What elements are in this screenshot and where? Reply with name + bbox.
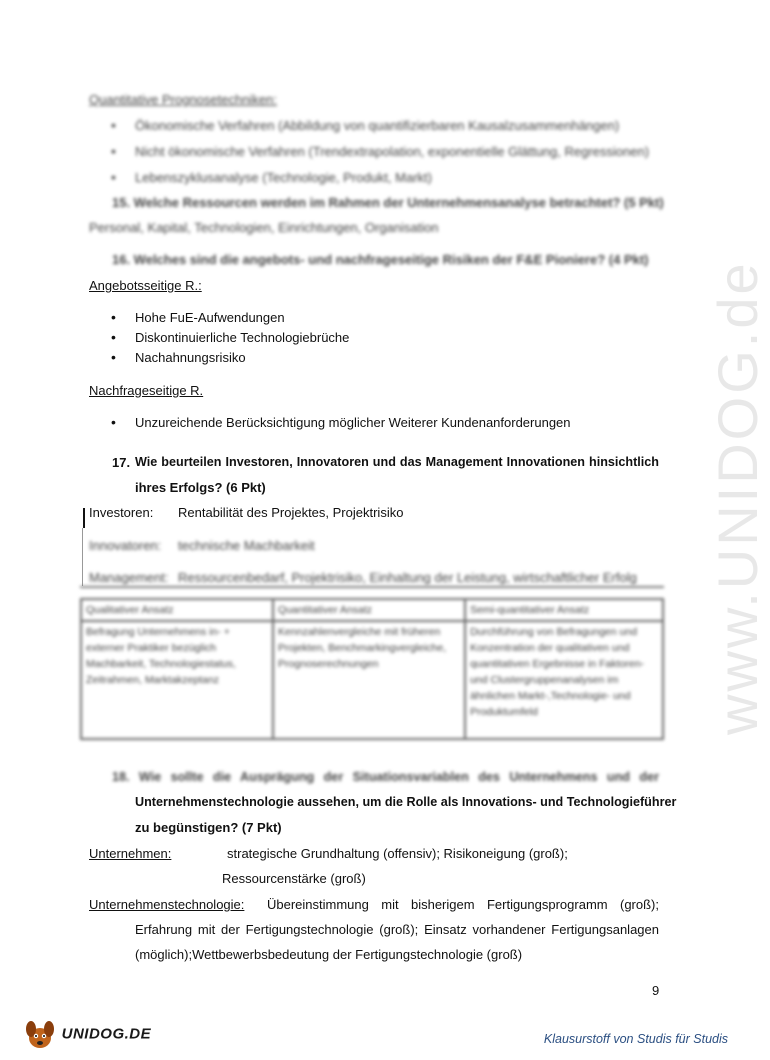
angebot-heading: Angebotsseitige R.: (89, 278, 202, 293)
unidog-logo (22, 1018, 151, 1052)
blurred-question-16: 16. Welches sind die angebots- und nachfrageseitige Risiken der F&E Pioniere? (4 Pkt) (112, 252, 649, 267)
blurred-answer-15: Personal, Kapital, Technologien, Einrichtungen, Organisation (89, 220, 439, 235)
blurred-innovatoren-label: Innovatoren: (89, 538, 162, 553)
blurred-question-18-line1: 18. Wie sollte die Ausprägung der Situationsvariablen des Unternehmens und der (112, 770, 659, 784)
unternehmen-label: Unternehmen: (89, 846, 172, 861)
footer-tagline: Klausurstoff von Studis für Studis (543, 1032, 728, 1046)
table-cell: Befragung Unternehmens in- + externer Praktiker bezüglich Machbarkeit, Technologiestatus, Zeitrahmen, Marktakzeptanz (81, 621, 273, 739)
blurred-bullet: • Ökonomische Verfahren (Abbildung von quantifizierbaren Kausalzusammenhängen) (135, 118, 619, 133)
blurred-bullet: • Lebenszyklusanalyse (Technologie, Produkt, Markt) (135, 170, 432, 185)
nachfrage-heading: Nachfrageseitige R. (89, 383, 204, 398)
table-header: Semi-quantitativer Ansatz (465, 599, 663, 621)
question-17-number: 17. (112, 455, 131, 470)
table-header: Quantitativer Ansatz (273, 599, 465, 621)
investoren-label: Investoren: (89, 505, 154, 520)
list-item: • Nachahnungsrisiko (135, 350, 246, 365)
unternehmen-line2: Ressourcenstärke (groß) (222, 871, 366, 886)
question-18-line2: Unternehmenstechnologie aussehen, um die Rolle als Innovations- und Technologieführer (135, 795, 677, 809)
blurred-heading: Quantitative Prognosetechniken: (89, 92, 277, 107)
table-resize-handle-line[interactable] (80, 586, 664, 591)
unternehmen-line1: strategische Grundhaltung (offensiv); Risikoneigung (groß); (227, 846, 568, 861)
technologie-line1: Übereinstimmung mit bisherigem Fertigungsprogramm (groß); (267, 897, 659, 912)
table-resize-guide (82, 528, 83, 586)
list-item: • Hohe FuE-Aufwendungen (135, 310, 285, 325)
blurred-bullet: • Nicht ökonomische Verfahren (Trendextrapolation, exponentielle Glättung, Regressionen) (135, 144, 649, 159)
blurred-table (80, 598, 664, 740)
question-17-line2: ihres Erfolgs? (6 Pkt) (135, 480, 266, 495)
blurred-management-label: Management: (89, 570, 169, 585)
text-cursor (83, 508, 85, 528)
list-item: • Diskontinuierliche Technologiebrüche (135, 330, 349, 345)
technologie-line2: Erfahrung mit der Fertigungstechnologie (groß); Einsatz vorhandener Fertigungsanlagen (135, 922, 659, 937)
table-cell: Kennzahlenvergleiche mit früheren Projekten, Benchmarkingvergleiche, Prognoserechnungen (273, 621, 465, 739)
question-17-line1: Wie beurteilen Investoren, Innovatoren und das Management Innovationen hinsichtlich (135, 455, 659, 469)
logo-text: UNIDOG.DE (61, 1025, 152, 1043)
table-cell: Durchführung von Befragungen und Konzentration der qualitativen und quantitativen Ergebnisse in Faktoren- und Clustergruppenanalysen im ähnlichen Markt-,Technologie- und Produktumfeld (465, 621, 663, 739)
list-item: • Unzureichende Berücksichtigung möglicher Weiterer Kundenanforderungen (135, 415, 571, 430)
page-number: 9 (652, 983, 660, 998)
question-18-line3: zu begünstigen? (7 Pkt) (135, 820, 282, 835)
technologie-line3: (möglich);Wettbewerbsbedeutung der Fertigungstechnologie (groß) (135, 947, 523, 962)
technologie-label: Unternehmenstechnologie: (89, 897, 245, 912)
blurred-question-15: 15. Welche Ressourcen werden im Rahmen der Unternehmensanalyse betrachtet? (5 Pkt) (112, 195, 664, 210)
investoren-value: Rentabilität des Projektes, Projektrisiko (178, 505, 404, 520)
dog-icon (22, 1018, 58, 1052)
table-header: Qualitativer Ansatz (81, 599, 273, 621)
blurred-innovatoren-value: technische Machbarkeit (178, 538, 315, 553)
blurred-management-value: Ressourcenbedarf, Projektrisiko, Einhaltung der Leistung, wirtschaftlicher Erfolg (178, 570, 637, 585)
watermark-text: www.UNIDOG.de (706, 260, 769, 735)
